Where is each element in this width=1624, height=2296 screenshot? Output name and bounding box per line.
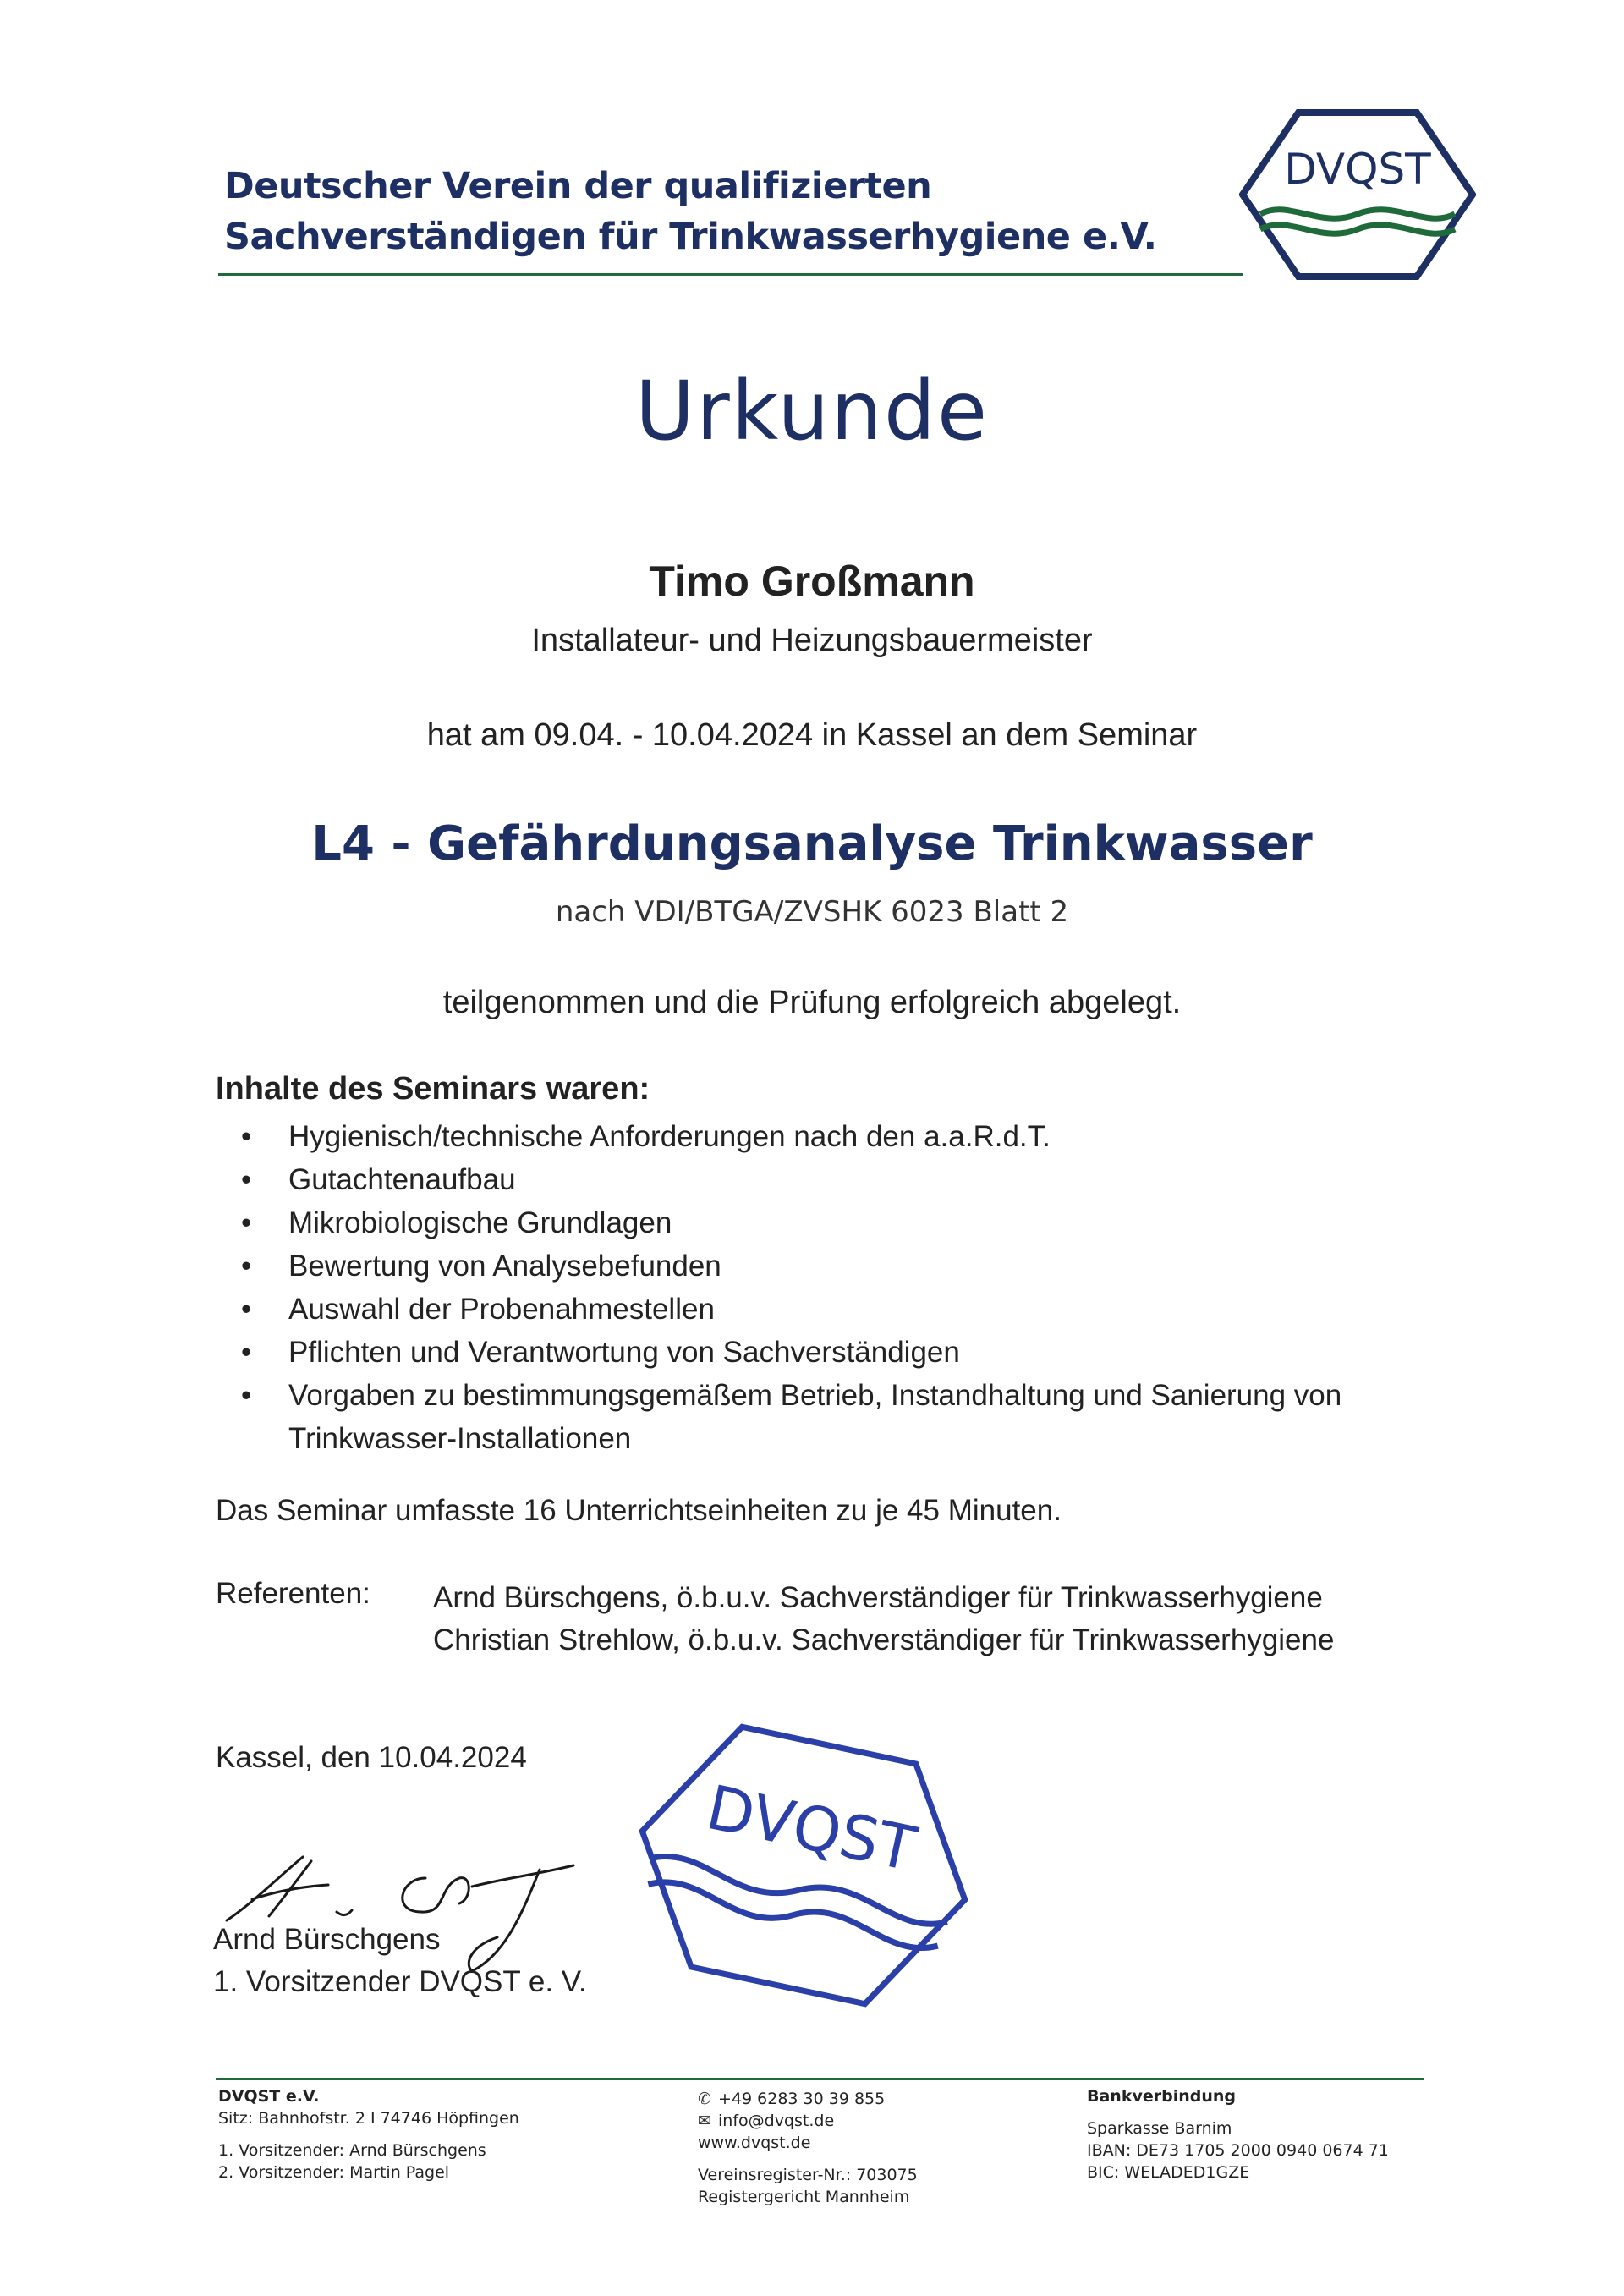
footer-register: Vereinsregister-Nr.: 703075 bbox=[698, 2166, 918, 2184]
footer-web: www.dvqst.de bbox=[698, 2134, 811, 2152]
footer-divider bbox=[216, 2078, 1424, 2080]
footer-org-name: DVQST e.V. bbox=[218, 2087, 320, 2106]
footer-bic: BIC: WELADED1GZE bbox=[1087, 2163, 1250, 2182]
footer-contact bbox=[698, 2088, 918, 2208]
footer-chair2: 2. Vorsitzender: Martin Pagel bbox=[218, 2163, 450, 2182]
organization-name bbox=[224, 161, 1157, 262]
list-item: • Mikrobiologische Grundlagen bbox=[241, 1201, 1442, 1244]
footer-bank-heading: Bankverbindung bbox=[1087, 2087, 1237, 2106]
recipient-name: Timo Großmann bbox=[649, 558, 975, 605]
dvqst-stamp bbox=[617, 1709, 990, 2022]
phone-icon: ✆ bbox=[698, 2090, 711, 2108]
signer-role: 1. Vorsitzender DVQST e. V. bbox=[213, 1965, 587, 1998]
list-item: • Vorgaben zu bestimmungsgemäßem Betrieb, Instandhaltung und Sanierung von Trinkwasser-Installationen bbox=[241, 1374, 1442, 1460]
footer-phone: +49 6283 30 39 855 bbox=[718, 2090, 886, 2108]
list-item: • Bewertung von Analysebefunden bbox=[241, 1244, 1442, 1288]
contents-list bbox=[241, 1115, 1442, 1460]
logo-text: DVQST bbox=[1284, 145, 1431, 194]
certificate-title: Urkunde bbox=[634, 364, 990, 459]
organization-name-line2: Sachverständigen für Trinkwasserhygiene e.V. bbox=[224, 216, 1157, 258]
list-item: • Gutachtenaufbau bbox=[241, 1158, 1442, 1201]
footer-address: Sitz: Bahnhofstr. 2 I 74746 Höpfingen bbox=[218, 2109, 519, 2128]
footer-bank-name: Sparkasse Barnim bbox=[1087, 2119, 1232, 2138]
seminar-duration: Das Seminar umfasste 16 Unterrichtseinheiten zu je 45 Minuten. bbox=[216, 1494, 1062, 1527]
organization-name-line1: Deutscher Verein der qualifizierten bbox=[224, 165, 932, 207]
footer-email: info@dvqst.de bbox=[718, 2112, 835, 2130]
footer-court: Registergericht Mannheim bbox=[698, 2188, 910, 2206]
referent: Christian Strehlow, ö.b.u.v. Sachverständiger für Trinkwasserhygiene bbox=[433, 1623, 1335, 1656]
referents-list bbox=[433, 1577, 1334, 1662]
stamp-text: DVQST bbox=[700, 1771, 923, 1886]
place-date: Kassel, den 10.04.2024 bbox=[216, 1741, 527, 1774]
header-divider bbox=[218, 273, 1243, 276]
email-icon: ✉ bbox=[698, 2112, 711, 2130]
dvqst-logo bbox=[1239, 106, 1476, 283]
exam-result: teilgenommen und die Prüfung erfolgreich abgelegt. bbox=[442, 985, 1182, 1020]
list-item: • Hygienisch/technische Anforderungen nach den a.a.R.d.T. bbox=[241, 1115, 1442, 1158]
recipient-profession: Installateur- und Heizungsbauermeister bbox=[531, 623, 1093, 658]
footer-bank bbox=[1087, 2085, 1389, 2183]
list-item: • Auswahl der Probenahmestellen bbox=[241, 1288, 1442, 1331]
seminar-norm: nach VDI/BTGA/ZVSHK 6023 Blatt 2 bbox=[555, 895, 1069, 929]
list-item: • Pflichten und Verantwortung von Sachverständigen bbox=[241, 1331, 1442, 1374]
signer-name: Arnd Bürschgens bbox=[213, 1923, 441, 1956]
footer-iban: IBAN: DE73 1705 2000 0940 0674 71 bbox=[1087, 2141, 1389, 2160]
referents-label: Referenten: bbox=[216, 1577, 370, 1610]
contents-heading: Inhalte des Seminars waren: bbox=[216, 1071, 650, 1107]
footer-chair1: 1. Vorsitzender: Arnd Bürschgens bbox=[218, 2141, 486, 2160]
seminar-intro: hat am 09.04. - 10.04.2024 in Kassel an dem Seminar bbox=[426, 717, 1198, 753]
seminar-title: L4 - Gefährdungsanalyse Trinkwasser bbox=[311, 816, 1313, 871]
footer-organization bbox=[218, 2085, 519, 2183]
referent: Arnd Bürschgens, ö.b.u.v. Sachverständiger für Trinkwasserhygiene bbox=[433, 1581, 1323, 1614]
signer-block bbox=[213, 1919, 587, 2003]
